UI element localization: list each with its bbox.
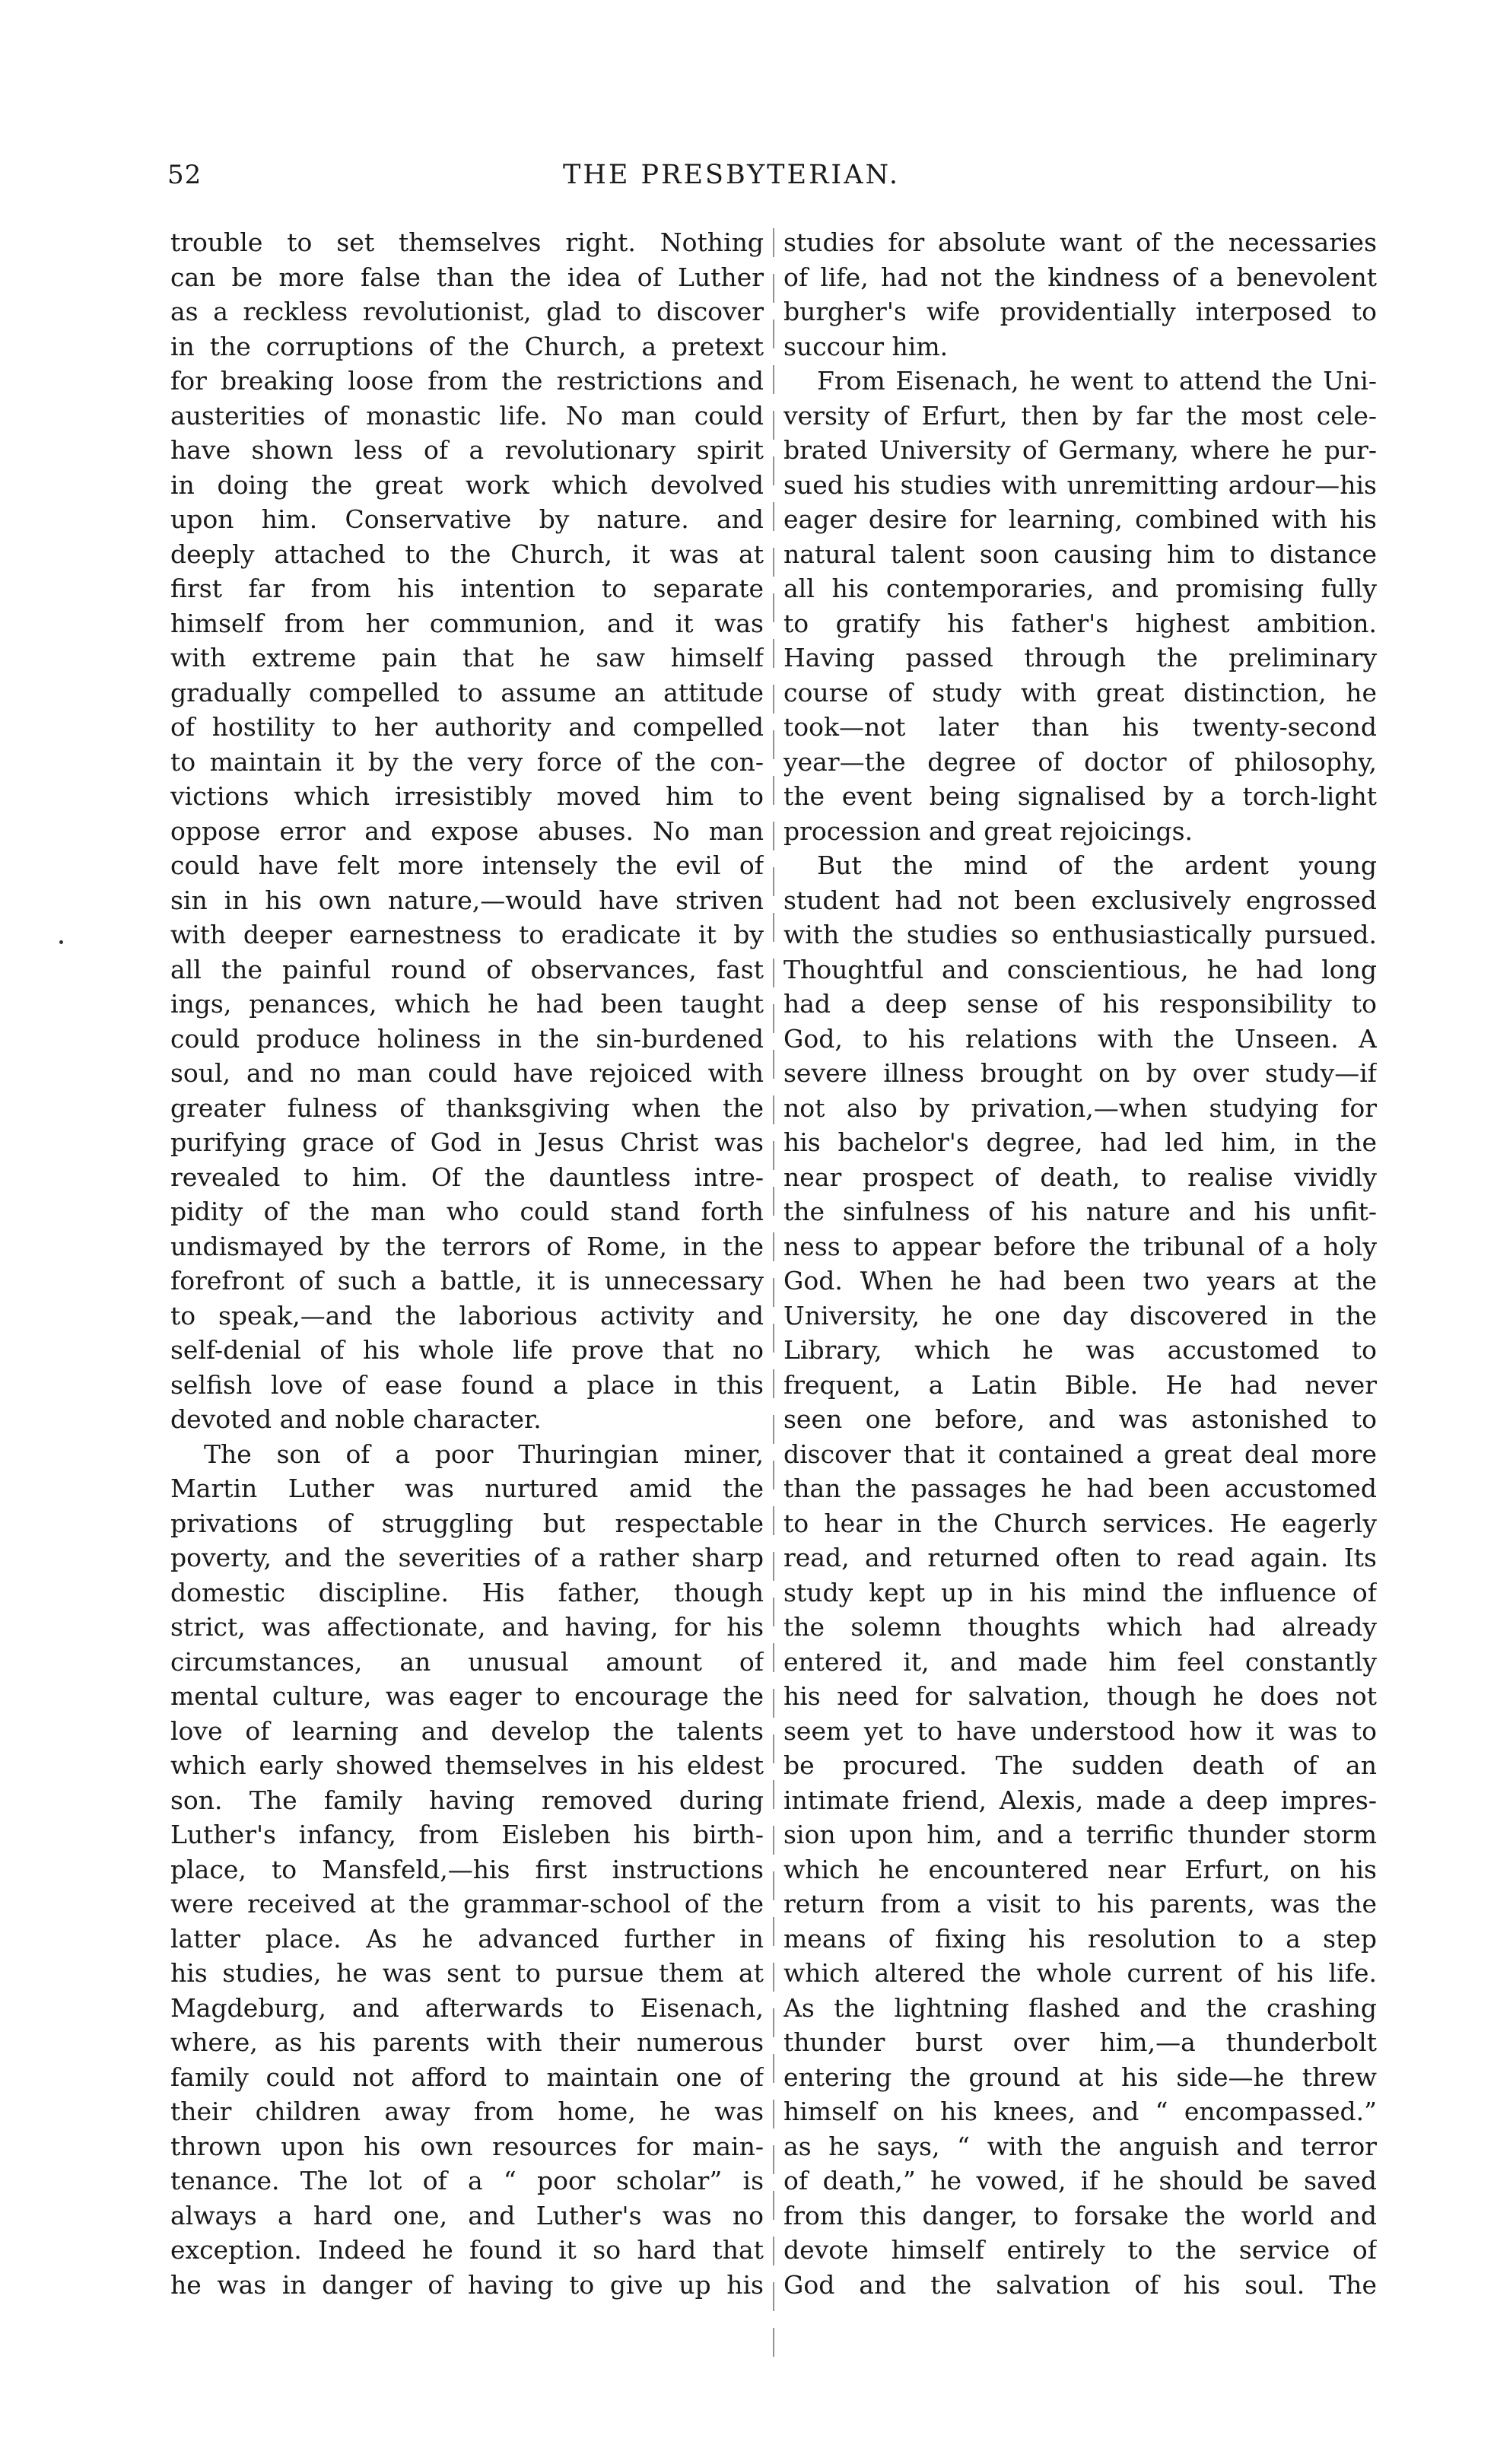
text-line: greater fulness of thanksgiving when the [170,1092,764,1123]
text-line: The son of a poor Thuringian miner, [204,1439,764,1469]
text-line: which altered the whole current of his life. [783,1958,1377,1988]
text-line: their children away from home, he was [170,2097,764,2126]
text-line: Luther's infancy, from Eisleben his birth- [170,1820,764,1849]
text-line: always a hard one, and Luther's was no [170,2200,764,2230]
text-line: poverty, and the severities of a rather sharp [170,1543,764,1572]
text-line: strict, was affectionate, and having, for his [170,1612,764,1642]
text-line: God and the salvation of his soul. The [783,2269,1377,2300]
text-line: ness to appear before the tribunal of a holy [783,1231,1377,1261]
text-line: tenance. The lot of a “ poor scholar” is [170,2166,764,2195]
text-line: But the mind of the ardent young [817,850,1377,880]
text-line: had a deep sense of his responsibility to [783,989,1377,1019]
text-line: forefront of such a battle, it is unnecessary [170,1266,764,1296]
text-line: which early showed themselves in his eldest [170,1750,764,1780]
text-line: soul, and no man could have rejoiced with [170,1058,764,1088]
text-line: place, to Mansfeld,—his first instructions [170,1854,764,1884]
text-line: love of learning and develop the talents [170,1715,764,1746]
column-rule [773,228,774,2358]
text-line: have shown less of a revolutionary spirit [170,435,764,465]
text-line: domestic discipline. His father, though [170,1577,764,1607]
text-line: thunder burst over him,—a thunderbolt [783,2027,1377,2057]
text-line: frequent, a Latin Bible. He had never [783,1369,1377,1400]
page-header [167,152,1384,198]
text-line: himself on his knees, and “ encompassed.” [783,2097,1377,2126]
text-line: revealed to him. Of the dauntless intre- [170,1162,764,1192]
text-line: first far from his intention to separate [170,574,764,603]
text-line: mental culture, was eager to encourage the [170,1681,764,1711]
text-line: trouble to set themselves right. Nothing [170,227,764,257]
text-line: course of study with great distinction, he [783,677,1377,707]
text-line: his need for salvation, though he does not [783,1681,1377,1711]
text-line: undismayed by the terrors of Rome, in the [170,1231,764,1261]
text-line: devoted and noble character. [170,1404,542,1434]
running-title: THE PRESBYTERIAN. [563,160,901,190]
text-line: seem yet to have understood how it was to [783,1715,1377,1746]
text-line: the sinfulness of his nature and his unfit- [783,1197,1377,1226]
text-line: his bachelor's degree, had led him, in the [783,1127,1377,1157]
text-line: Having passed through the preliminary [783,643,1377,672]
text-line: he was in danger of having to give up his [170,2269,764,2300]
page-number: 52 [167,160,202,190]
text-line: entered it, and made him feel constantly [783,1646,1377,1677]
text-line: Martin Luther was nurtured amid the [170,1474,764,1503]
text-line: self-denial of his whole life prove that no [170,1335,764,1365]
text-line: devote himself entirely to the service of [783,2235,1377,2265]
text-line: of hostility to her authority and compelled [170,712,764,742]
text-line: which he encountered near Erfurt, on his [783,1854,1377,1884]
text-line: as he says, “ with the anguish and terror [783,2131,1377,2161]
text-line: God, to his relations with the Unseen. A [783,1023,1377,1054]
text-line: in the corruptions of the Church, a pretext [170,331,764,361]
text-line: versity of Erfurt, then by far the most cele- [783,400,1377,431]
text-line: studies for absolute want of the necessaries [783,227,1377,257]
text-line: sued his studies with unremitting ardour—his [783,469,1377,500]
text-line: can be more false than the idea of Luther [170,262,764,292]
ink-speck [59,940,63,944]
text-line: study kept up in his mind the influence of [783,1577,1377,1607]
text-line: student had not been exclusively engrossed [783,885,1377,915]
text-line: As the lightning flashed and the crashing [783,1992,1377,2023]
text-line: purifying grace of God in Jesus Christ was [170,1127,764,1157]
text-line: were received at the grammar-school of the [170,1889,764,1919]
text-line: thrown upon his own resources for main- [170,2131,764,2161]
text-line: read, and returned often to read again. Its [783,1543,1377,1572]
text-line: be procured. The sudden death of an [783,1750,1377,1780]
text-line: eager desire for learning, combined with his [783,504,1377,534]
text-line: sin in his own nature,—would have striven [170,885,764,915]
text-line: procession and great rejoicings. [783,816,1193,846]
text-line: God. When he had been two years at the [783,1266,1377,1296]
text-line: as a reckless revolutionist, glad to discover [170,297,764,326]
text-line: brated University of Germany, where he pur- [783,435,1377,465]
text-line: entering the ground at his side—he threw [783,2062,1377,2092]
text-line: oppose error and expose abuses. No man [170,816,764,846]
right-column [783,225,1377,2302]
text-line: family could not afford to maintain one of [170,2062,764,2092]
text-line: Library, which he was accustomed to [783,1335,1377,1365]
text-line: took—not later than his twenty-second [783,712,1377,742]
text-line: gradually compelled to assume an attitude [170,677,764,707]
text-line: ings, penances, which he had been taught [170,989,764,1019]
text-line: with the studies so enthusiastically pursued. [783,920,1377,949]
text-line: victions which irresistibly moved him to [170,781,764,811]
text-line: from this danger, to forsake the world and [783,2200,1377,2230]
text-line: the event being signalised by a torch-light [783,781,1377,811]
text-line: year—the degree of doctor of philosophy, [783,746,1377,777]
text-line: to speak,—and the laborious activity and [170,1300,764,1331]
text-line: University, he one day discovered in the [783,1300,1377,1331]
text-line: his studies, he was sent to pursue them at [170,1958,764,1988]
text-line: all the painful round of observances, fast [170,954,764,984]
text-line: not also by privation,—when studying for [783,1092,1377,1123]
text-line: latter place. As he advanced further in [170,1923,764,1954]
text-line: Thoughtful and conscientious, he had long [783,954,1377,984]
text-line: for breaking loose from the restrictions and [170,366,764,396]
left-column [170,225,764,2302]
text-line: succour him. [783,331,949,361]
text-line: could have felt more intensely the evil of [170,850,764,880]
text-line: natural talent soon causing him to distance [783,539,1377,569]
text-line: son. The family having removed during [170,1785,764,1815]
text-line: From Eisenach, he went to attend the Uni- [817,366,1377,396]
text-line: pidity of the man who could stand forth [170,1197,764,1226]
text-line: means of fixing his resolution to a step [783,1923,1377,1954]
text-line: to maintain it by the very force of the con- [170,746,764,777]
text-line: sion upon him, and a terrific thunder storm [783,1820,1377,1849]
text-line: seen one before, and was astonished to [783,1404,1377,1434]
text-line: himself from her communion, and it was [170,608,764,638]
text-line: where, as his parents with their numerous [170,2027,764,2057]
text-line: all his contemporaries, and promising fully [783,574,1377,603]
text-line: burgher's wife providentially interposed to [783,297,1377,326]
text-line: near prospect of death, to realise vividly [783,1162,1377,1192]
text-line: to hear in the Church services. He eagerly [783,1508,1377,1538]
text-line: of life, had not the kindness of a benevolent [783,262,1377,292]
text-line: intimate friend, Alexis, made a deep impres- [783,1785,1377,1815]
text-line: severe illness brought on by over study—if [783,1058,1377,1088]
text-line: to gratify his father's highest ambition. [783,608,1377,638]
text-line: upon him. Conservative by nature. and [170,504,764,534]
text-line: of death,” he vowed, if he should be saved [783,2166,1377,2195]
text-line: return from a visit to his parents, was the [783,1889,1377,1919]
text-line: selfish love of ease found a place in this [170,1369,764,1400]
text-line: with deeper earnestness to eradicate it by [170,920,764,949]
text-line: circumstances, an unusual amount of [170,1646,764,1677]
text-line: exception. Indeed he found it so hard that [170,2235,764,2265]
text-line: austerities of monastic life. No man could [170,400,764,431]
text-line: with extreme pain that he saw himself [170,643,764,672]
text-line: could produce holiness in the sin-burdened [170,1023,764,1054]
text-line: discover that it contained a great deal more [783,1439,1377,1469]
text-line: than the passages he had been accustomed [783,1474,1377,1503]
text-line: in doing the great work which devolved [170,469,764,500]
text-line: Magdeburg, and afterwards to Eisenach, [170,1992,764,2023]
text-line: deeply attached to the Church, it was at [170,539,764,569]
text-line: the solemn thoughts which had already [783,1612,1377,1642]
text-line: privations of struggling but respectable [170,1508,764,1538]
